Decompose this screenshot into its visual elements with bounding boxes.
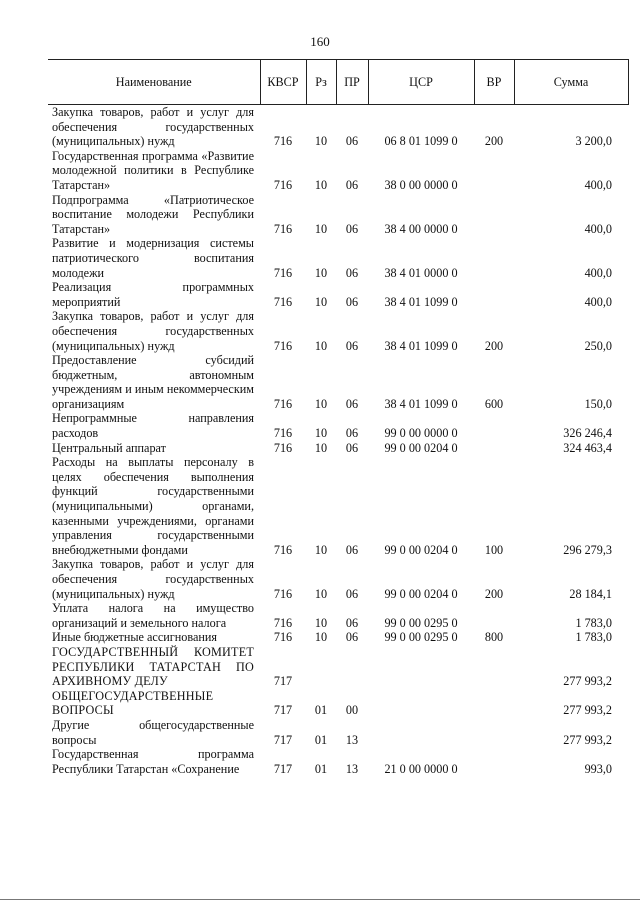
table-row <box>48 236 628 280</box>
cell-vr <box>474 718 514 747</box>
cell-pr: 06 <box>345 265 359 280</box>
cell-csr: 99 0 00 0204 0 <box>384 440 458 455</box>
cell-rz: 01 <box>314 703 328 718</box>
cell-vr: 200 <box>484 338 504 353</box>
header-sum: Сумма <box>514 60 628 105</box>
cell-name: Реализация программных мероприятий <box>52 280 254 309</box>
cell-kvsr: 716 <box>273 586 293 601</box>
table-row <box>48 353 628 411</box>
cell-csr: 38 0 00 0000 0 <box>384 177 458 192</box>
cell-rz <box>306 645 336 689</box>
cell-pr <box>336 645 368 689</box>
cell-vr: 100 <box>484 542 504 557</box>
cell-csr <box>368 718 474 747</box>
cell-pr: 06 <box>345 134 359 149</box>
cell-name: Другие общегосударственные вопросы <box>52 717 254 747</box>
cell-rz: 10 <box>314 177 328 192</box>
table-row <box>48 411 628 440</box>
table-row <box>48 105 628 149</box>
cell-pr: 06 <box>345 426 359 441</box>
cell-name: Непрограммные направления расходов <box>52 411 254 441</box>
table-row <box>48 441 628 456</box>
cell-sum: 277 993,2 <box>563 732 612 747</box>
cell-rz: 10 <box>314 396 328 411</box>
cell-sum: 400,0 <box>584 294 612 309</box>
header-name: Наименование <box>48 60 260 105</box>
cell-rz: 10 <box>314 221 328 236</box>
cell-csr: 38 4 01 1099 0 <box>384 294 458 309</box>
table-row <box>48 309 628 353</box>
cell-sum: 993,0 <box>584 761 612 776</box>
cell-name: Государственная программа Республики Татарстан «Сохранение <box>52 747 254 776</box>
cell-sum: 324 463,4 <box>563 440 612 455</box>
cell-kvsr: 716 <box>273 221 293 236</box>
cell-kvsr: 716 <box>273 630 293 645</box>
cell-csr: 99 0 00 0204 0 <box>384 586 458 601</box>
cell-vr: 800 <box>484 630 504 645</box>
cell-rz: 01 <box>314 761 328 776</box>
table-row <box>48 149 628 193</box>
cell-rz: 10 <box>314 440 328 455</box>
cell-name: Иные бюджетные ассигнования <box>52 630 218 645</box>
cell-kvsr: 717 <box>273 674 293 689</box>
header-pr: ПР <box>336 60 368 105</box>
cell-name: Расходы на выплаты персоналу в целях обеспечения выполнения функций государственными (муниципальными) органами, казенными учреждениями, органами управления государственными внебюджетными фондами <box>52 455 254 557</box>
cell-kvsr: 717 <box>273 761 293 776</box>
cell-name: Закупка товаров, работ и услуг для обеспечения государственных (муниципальных) нужд <box>52 309 254 353</box>
cell-csr: 99 0 00 0204 0 <box>384 542 458 557</box>
cell-kvsr: 716 <box>273 440 293 455</box>
table-row <box>48 630 628 645</box>
header-rz: Рз <box>306 60 336 105</box>
cell-rz: 10 <box>314 338 328 353</box>
budget-table <box>48 59 629 776</box>
cell-sum: 277 993,2 <box>563 674 612 689</box>
cell-csr: 38 4 01 0000 0 <box>384 265 458 280</box>
cell-name: ГОСУДАРСТВЕННЫЙ КОМИТЕТ РЕСПУБЛИКИ ТАТАРСТАН ПО АРХИВНОМУ ДЕЛУ <box>52 644 254 689</box>
cell-vr <box>474 236 514 280</box>
cell-kvsr: 716 <box>273 396 293 411</box>
cell-sum: 28 184,1 <box>569 586 612 601</box>
cell-csr <box>368 645 474 689</box>
cell-sum: 400,0 <box>584 177 612 192</box>
cell-name: Закупка товаров, работ и услуг для обеспечения государственных (муниципальных) нужд <box>52 105 254 149</box>
cell-rz: 10 <box>314 542 328 557</box>
cell-pr: 06 <box>345 294 359 309</box>
cell-sum: 3 200,0 <box>575 134 612 149</box>
cell-csr: 99 0 00 0295 0 <box>384 615 458 630</box>
cell-vr <box>474 747 514 776</box>
table-row <box>48 193 628 237</box>
cell-pr: 06 <box>345 615 359 630</box>
cell-sum: 326 246,4 <box>563 426 612 441</box>
cell-vr <box>474 601 514 630</box>
cell-csr: 99 0 00 0000 0 <box>384 426 458 441</box>
cell-rz: 10 <box>314 630 328 645</box>
cell-sum: 150,0 <box>584 396 612 411</box>
table-row <box>48 557 628 601</box>
cell-pr: 06 <box>345 586 359 601</box>
table-row <box>48 455 628 557</box>
cell-pr: 00 <box>345 703 359 718</box>
header-vr: ВР <box>474 60 514 105</box>
cell-vr: 600 <box>484 396 504 411</box>
cell-csr: 38 4 01 1099 0 <box>384 338 458 353</box>
cell-pr: 06 <box>345 396 359 411</box>
cell-kvsr: 716 <box>273 426 293 441</box>
cell-sum: 277 993,2 <box>563 703 612 718</box>
cell-csr: 21 0 00 0000 0 <box>384 761 458 776</box>
table-row <box>48 718 628 747</box>
header-kvsr: КВСР <box>260 60 306 105</box>
cell-pr: 06 <box>345 177 359 192</box>
cell-pr: 06 <box>345 630 359 645</box>
page-bottom-edge <box>0 899 640 900</box>
cell-csr: 38 4 01 1099 0 <box>384 396 458 411</box>
cell-kvsr: 716 <box>273 338 293 353</box>
cell-rz: 10 <box>314 294 328 309</box>
cell-vr <box>474 689 514 718</box>
cell-vr: 200 <box>484 134 504 149</box>
cell-kvsr: 716 <box>273 265 293 280</box>
cell-kvsr: 716 <box>273 134 293 149</box>
cell-csr <box>368 689 474 718</box>
cell-name: ОБЩЕГОСУДАРСТВЕННЫЕ ВОПРОСЫ <box>52 688 214 718</box>
cell-rz: 10 <box>314 426 328 441</box>
cell-kvsr: 717 <box>273 703 293 718</box>
table-row <box>48 280 628 309</box>
cell-kvsr: 716 <box>273 542 293 557</box>
cell-kvsr: 716 <box>273 615 293 630</box>
cell-name: Подпрограмма «Патриотическое воспитание молодежи Республики Татарстан» <box>52 192 254 236</box>
cell-name: Уплата налога на имущество организаций и земельного налога <box>52 601 254 630</box>
cell-name: Предоставление субсидий бюджетным, автономным учреждениям и иным некоммерческим организациям <box>52 353 254 411</box>
cell-rz: 10 <box>314 586 328 601</box>
cell-csr: 99 0 00 0295 0 <box>384 630 458 645</box>
cell-csr: 38 4 00 0000 0 <box>384 221 458 236</box>
table-row <box>48 601 628 630</box>
page-number: 160 <box>310 34 330 49</box>
table-header-row <box>48 60 628 105</box>
cell-name: Государственная программа «Развитие молодежной политики в Республике Татарстан» <box>52 148 254 192</box>
cell-pr: 06 <box>345 542 359 557</box>
cell-rz: 10 <box>314 265 328 280</box>
cell-pr: 06 <box>345 221 359 236</box>
cell-csr: 06 8 01 1099 0 <box>384 134 458 149</box>
cell-vr <box>474 149 514 193</box>
cell-pr: 06 <box>345 338 359 353</box>
cell-vr <box>474 280 514 309</box>
cell-vr <box>474 411 514 440</box>
cell-sum: 400,0 <box>584 265 612 280</box>
cell-rz: 01 <box>314 732 328 747</box>
cell-pr: 13 <box>345 761 359 776</box>
cell-name: Развитие и модернизация системы патриотического воспитания молодежи <box>52 236 254 280</box>
table-row <box>48 645 628 689</box>
cell-pr: 13 <box>345 732 359 747</box>
cell-vr <box>474 645 514 689</box>
table-row <box>48 747 628 776</box>
cell-vr <box>474 441 514 456</box>
cell-sum: 1 783,0 <box>575 615 612 630</box>
cell-rz: 10 <box>314 134 328 149</box>
header-csr: ЦСР <box>368 60 474 105</box>
cell-sum: 296 279,3 <box>563 542 612 557</box>
cell-name: Закупка товаров, работ и услуг для обеспечения государственных (муниципальных) нужд <box>52 557 254 601</box>
cell-kvsr: 716 <box>273 177 293 192</box>
cell-name: Центральный аппарат <box>52 440 166 455</box>
table-row <box>48 689 628 718</box>
cell-sum: 400,0 <box>584 221 612 236</box>
cell-vr: 200 <box>484 586 504 601</box>
cell-sum: 1 783,0 <box>575 630 612 645</box>
cell-rz: 10 <box>314 615 328 630</box>
cell-kvsr: 716 <box>273 294 293 309</box>
cell-kvsr: 717 <box>273 732 293 747</box>
cell-pr: 06 <box>345 440 359 455</box>
cell-sum: 250,0 <box>584 338 612 353</box>
cell-vr <box>474 193 514 237</box>
